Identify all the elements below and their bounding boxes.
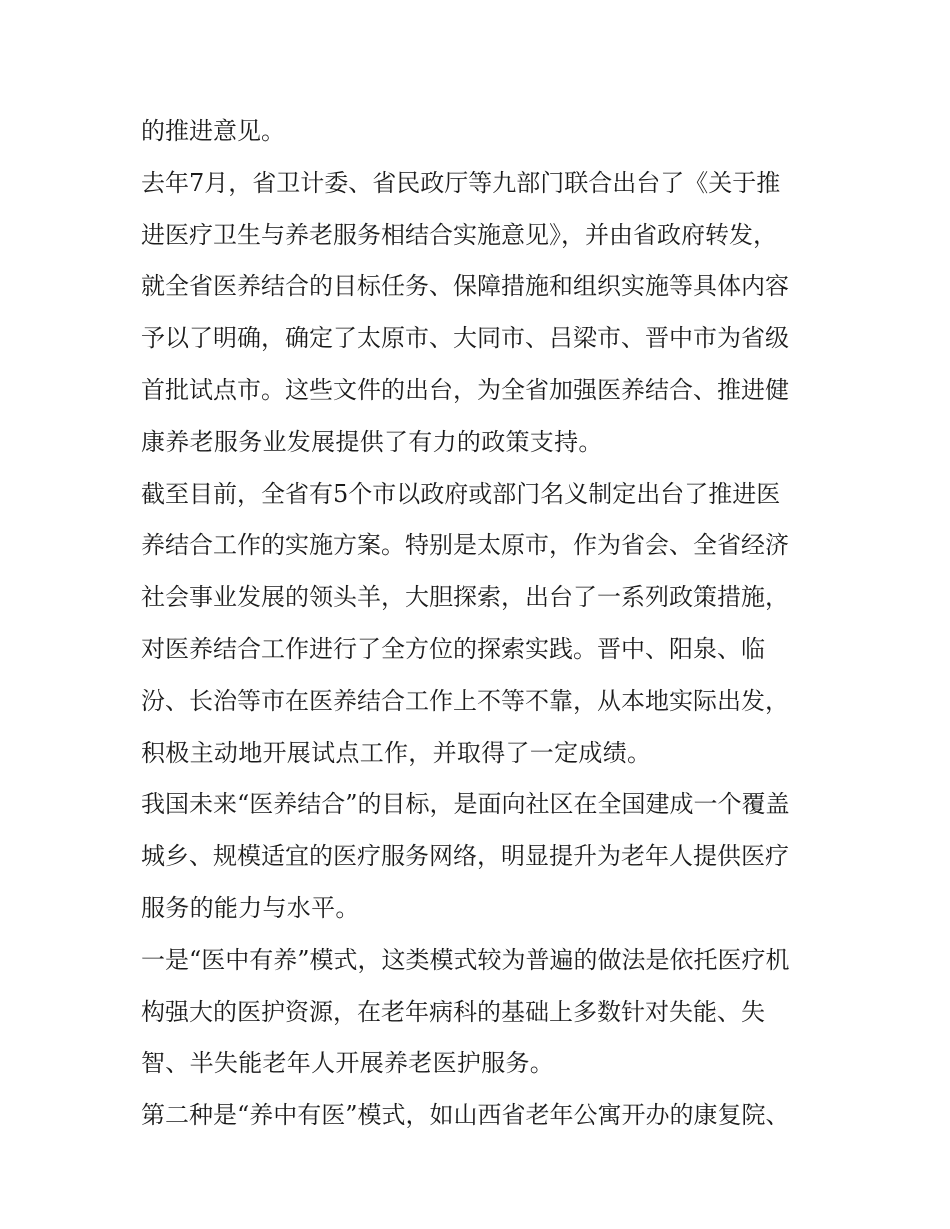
text-line: 智、半失能老年人开展养老医护服务。 [141,1049,555,1078]
text-line: 城乡、规模适宜的医疗服务网络，明显提升为老年人提供医疗 [141,842,789,871]
text-line: 第二种是“养中有医”模式，如山西省老年公寓开办的康复院、 [141,1101,790,1130]
text-line: 服务的能力与水平。 [141,893,360,922]
text-line: 就全省医养结合的目标任务、保障措施和组织实施等具体内容 [141,272,789,301]
text-line: 截至目前，全省有5个市以政府或部门名义制定出台了推进医 [141,479,781,508]
text-line: 我国未来“医养结合”的目标，是面向社区在全国建成一个覆盖 [141,790,790,819]
text-line: 一是“医中有养”模式，这类模式较为普遍的做法是依托医疗机 [141,945,790,974]
paragraph-3 [141,469,821,780]
paragraph-5 [141,935,821,1090]
text-line: 予以了明确，确定了太原市、大同市、吕梁市、晋中市为省级 [141,324,789,353]
text-line: 养结合工作的实施方案。特别是太原市，作为省会、全省经济 [141,531,789,560]
paragraph-4 [141,779,821,934]
document-body [141,106,821,1142]
text-line: 进医疗卫生与养老服务相结合实施意见》，并由省政府转发， [141,220,777,249]
paragraph-6 [141,1090,821,1142]
text-line: 的推进意见。 [141,117,285,145]
text-line: 康养老服务业发展提供了有力的政策支持。 [141,427,603,456]
paragraph-1 [141,106,821,158]
paragraph-2 [141,158,821,469]
text-line: 对医养结合工作进行了全方位的探索实践。晋中、阳泉、临 [141,634,765,663]
text-line: 社会事业发展的领头羊，大胆探索，出台了一系列政策措施， [141,583,789,612]
text-line: 构强大的医护资源，在老年病科的基础上多数针对失能、失 [141,997,765,1026]
text-line: 去年7月，省卫计委、省民政厅等九部门联合出台了《关于推 [141,168,781,197]
text-line: 汾、长治等市在医养结合工作上不等不靠，从本地实际出发， [141,686,789,715]
text-line: 积极主动地开展试点工作，并取得了一定成绩。 [141,738,652,767]
text-line: 首批试点市。这些文件的出台，为全省加强医养结合、推进健 [141,375,789,404]
